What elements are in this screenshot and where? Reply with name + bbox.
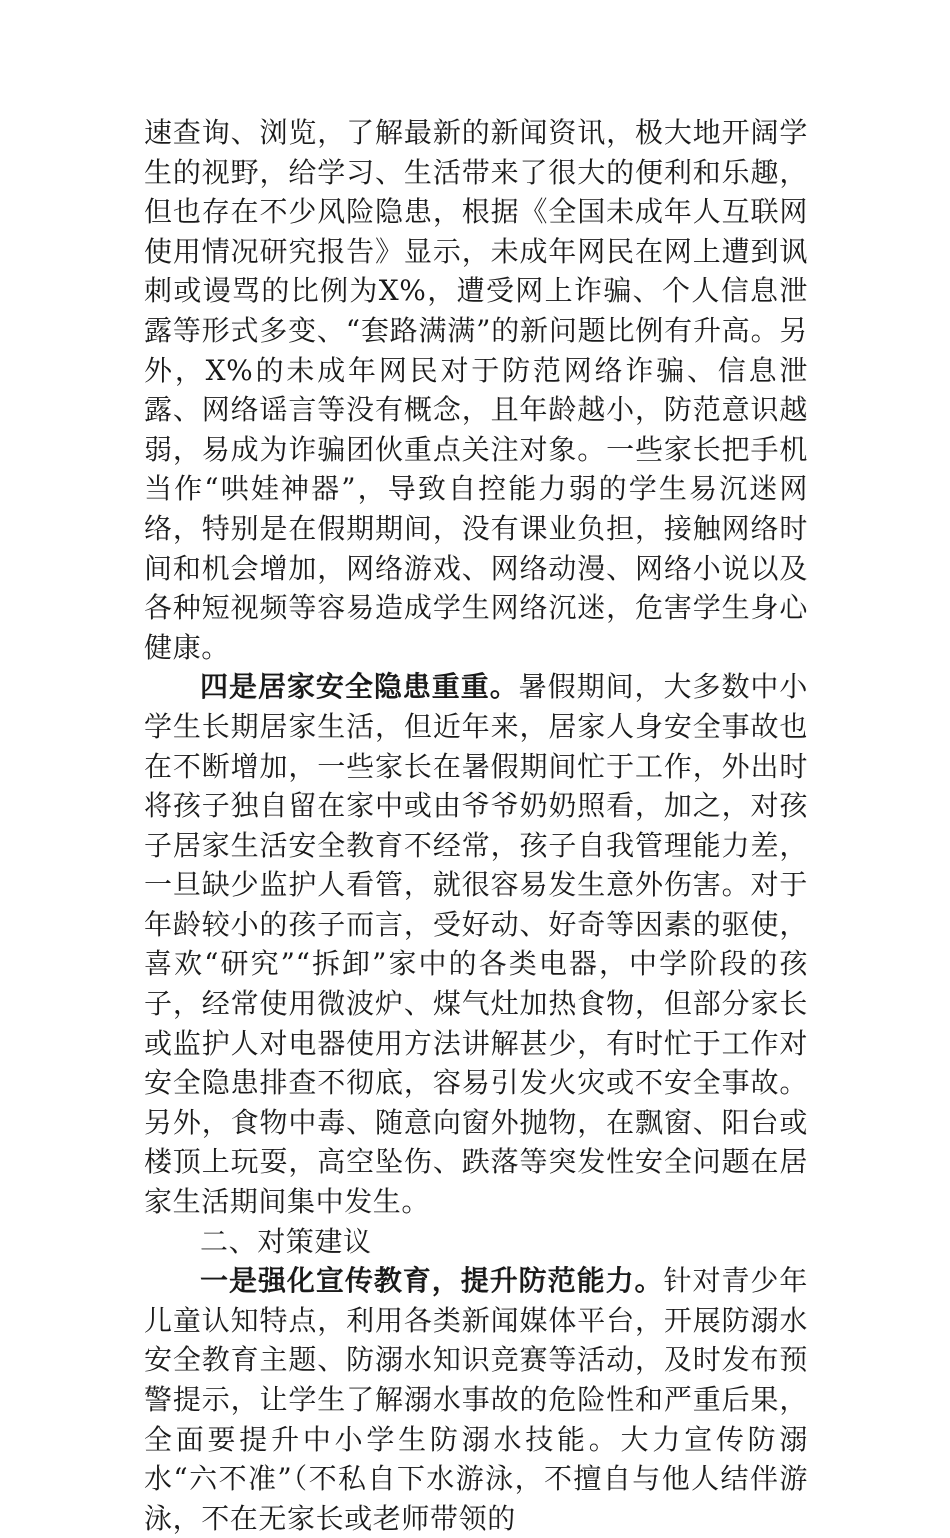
paragraph-continued	[144, 113, 808, 667]
paragraph-publicity-education	[144, 1261, 808, 1538]
paragraph-home-safety	[144, 667, 808, 1221]
paragraph-continued-text: 速查询、浏览，了解最新的新闻资讯，极大地开阔学生的视野，给学习、生活带来了很大的便利和乐趣，但也存在不少风险隐患，根据《全国未成年人互联网使用情况研究报告》显示，未成年网民在网上遭到讽刺或谩骂的比例为X%，遭受网上诈骗、个人信息泄露等形式多变、“套路满满”的新问题比例有升高。另外，X%的未成年网民对于防范网络诈骗、信息泄露、网络谣言等没有概念，且年龄越小，防范意识越弱，易成为诈骗团伙重点关注对象。一些家长把手机当作“哄娃神器”，导致自控能力弱的学生易沉迷网络，特别是在假期期间，没有课业负担，接触网络时间和机会增加，网络游戏、网络动漫、网络小说以及各种短视频等容易造成学生网络沉迷，危害学生身心健康。	[144, 116, 808, 664]
paragraph-home-safety-body: 暑假期间，大多数中小学生长期居家生活，但近年来，居家人身安全事故也在不断增加，一些家长在暑假期间忙于工作，外出时将孩子独自留在家中或由爷爷奶奶照看，加之，对孩子居家生活安全教育不经常，孩子自我管理能力差，一旦缺少监护人看管，就很容易发生意外伤害。对于年龄较小的孩子而言，受好动、好奇等因素的驱使，喜欢“研究”“拆卸”家中的各类电器，中学阶段的孩子，经常使用微波炉、煤气灶加热食物，但部分家长或监护人对电器使用方法讲解甚少，有时忙于工作对安全隐患排查不彻底，容易引发火灾或不安全事故。另外，食物中毒、随意向窗外抛物，在飘窗、阳台或楼顶上玩耍，高空坠伤、跌落等突发性安全问题在居家生活期间集中发生。	[144, 670, 808, 1219]
paragraph-publicity-education-body: 针对青少年儿童认知特点，利用各类新闻媒体平台，开展防溺水安全教育主题、防溺水知识竞赛等活动，及时发布预警提示，让学生了解溺水事故的危险性和严重后果，全面要提升中小学生防溺水技能。大力宣传防溺水“六不准”（不私自下水游泳，不擅自与他人结伴游泳，不在无家长或老师带领的	[144, 1264, 808, 1535]
paragraph-publicity-education-lead: 一是强化宣传教育，提升防范能力。	[200, 1264, 664, 1298]
document-body	[144, 113, 808, 1538]
paragraph-home-safety-lead: 四是居家安全隐患重重。	[200, 670, 519, 704]
section-heading-countermeasures: 二、对策建议	[200, 1224, 372, 1258]
